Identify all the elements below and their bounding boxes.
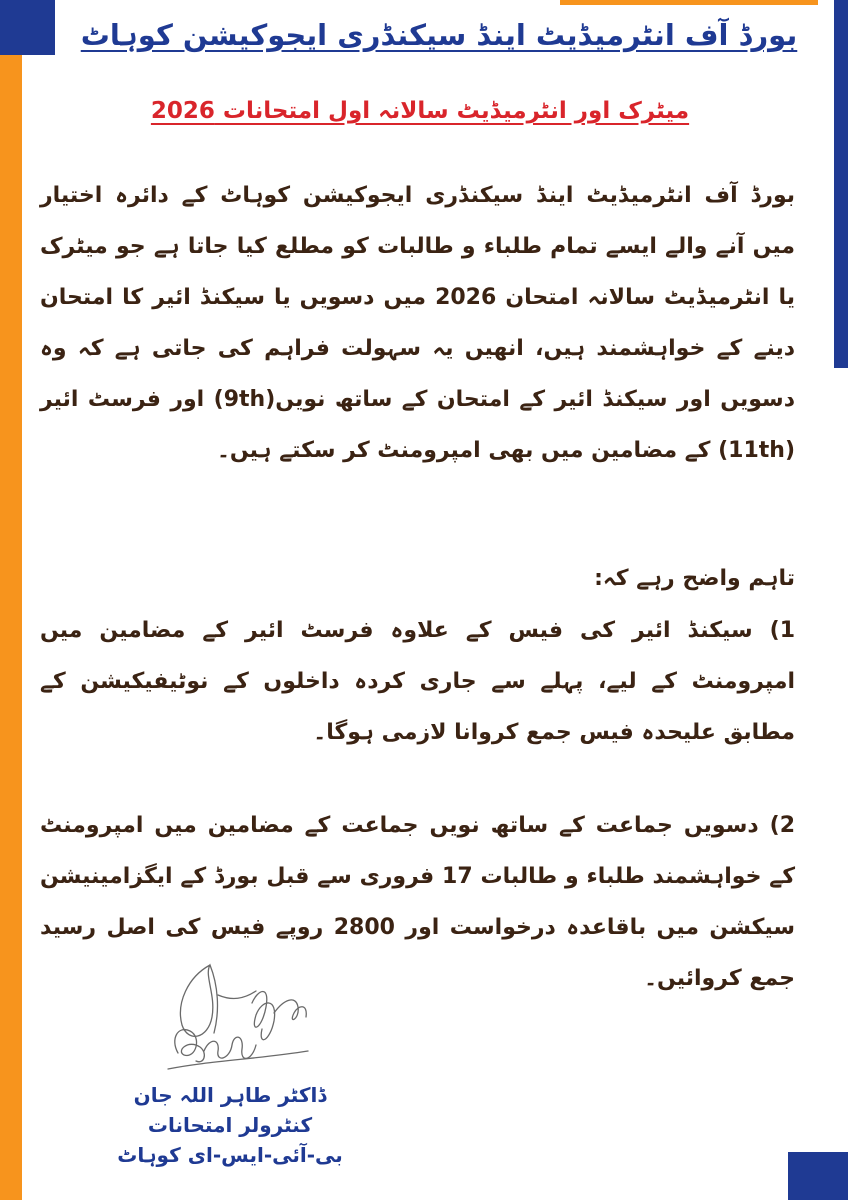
top-border-orange [560, 0, 818, 5]
note-point-1: 1) سیکنڈ ائیر کی فیس کے علاوہ فرسٹ ائیر کے مضامین میں امپرومنٹ کے لیے، پہلے سے جاری کردہ داخلوں کے نوٹیفیکیشن کے مطابق علیحدہ فیس جمع کروانا لازمی ہوگا۔ [40, 618, 795, 745]
corner-decoration-blue [0, 0, 55, 55]
note-point-2: 2) دسویں جماعت کے ساتھ نویں جماعت کے مضامین میں امپرومنٹ کے خواہشمند طلباء و طالبات 17 فروری سے قبل بورڈ کے ایگزامینیشن سیکشن میں باقاعدہ درخواست اور 2800 روپے فیس کی اصل رسید جمع کروائیں۔ [40, 813, 795, 991]
signatory-name: ڈاکٹر طاہر اللہ جان [133, 1083, 327, 1107]
signatory-block [95, 1080, 365, 1170]
corner-decoration-blue-bottom [788, 1152, 848, 1200]
signature-image [148, 955, 318, 1085]
left-border-orange [0, 55, 22, 1200]
signatory-office: بی-آئی-ایس-ای کوہاٹ [117, 1143, 343, 1167]
announcement-paragraph: بورڈ آف انٹرمیڈیٹ اینڈ سیکنڈری ایجوکیشن کوہاٹ کے دائرہ اختیار میں آنے والے ایسے تمام طلباء و طالبات کو مطلع کیا جاتا ہے جو میٹرک یا انٹرمیڈیٹ سالانہ امتحان 2026 میں دسویں یا سیکنڈ ائیر کا امتحان دینے کے خواہشمند ہیں، انھیں یہ سہولت فراہم کی جاتی ہے کہ وہ دسویں اور سیکنڈ ائیر کے امتحان کے ساتھ نویں(9th) اور فرسٹ ائیر (11th) کے مضامین میں بھی امپرومنٹ کر سکتے ہیں۔ [40, 183, 796, 463]
page-title: بورڈ آف انٹرمیڈیٹ اینڈ سیکنڈری ایجوکیشن کوہاٹ [80, 18, 798, 52]
note-heading: تاہم واضح رہے کہ: [594, 566, 795, 591]
page-subtitle: میٹرک اور انٹرمیڈیٹ سالانہ اول امتحانات 2026 [150, 98, 690, 124]
signatory-designation: کنٹرولر امتحانات [147, 1113, 313, 1137]
right-border-blue [834, 0, 848, 368]
